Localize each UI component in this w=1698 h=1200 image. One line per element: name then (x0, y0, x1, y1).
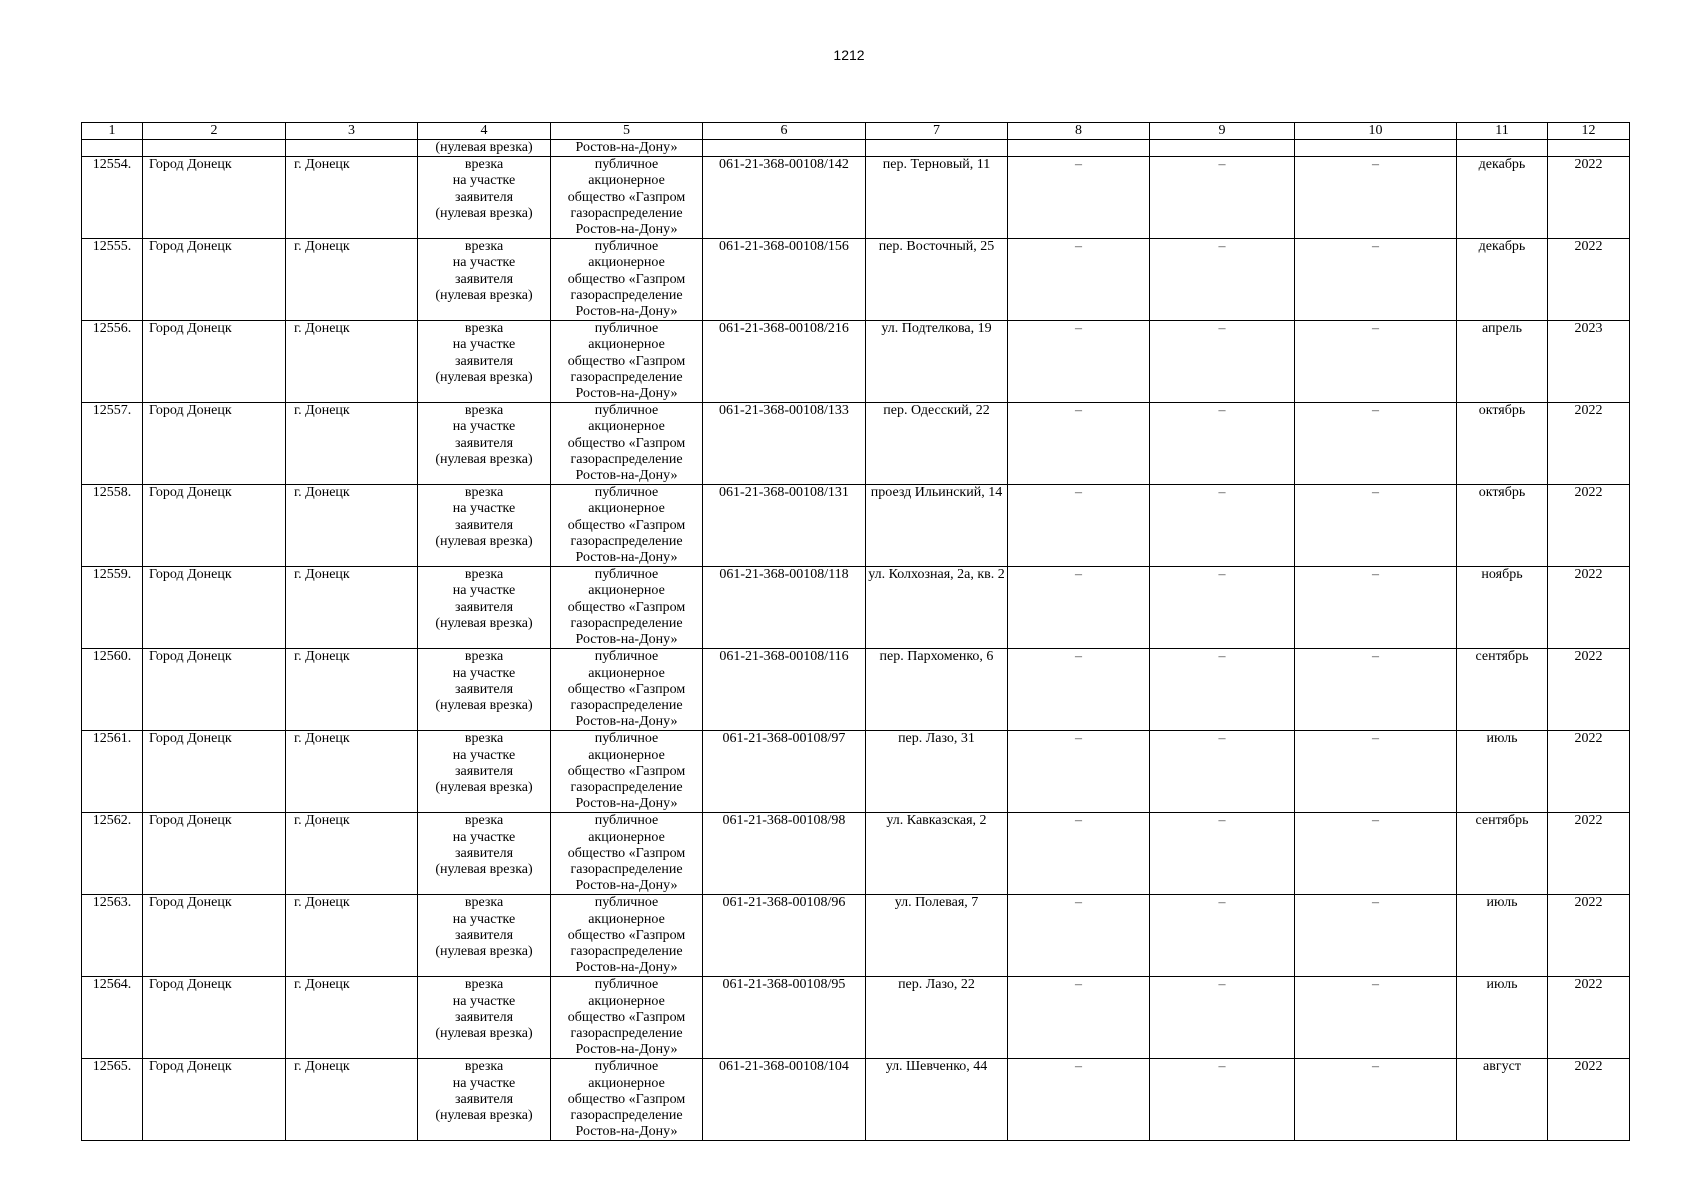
table-row (82, 813, 1630, 895)
col9-dash: – (1150, 567, 1295, 649)
municipality: Город Донецк (143, 977, 286, 1059)
locality: г. Донецк (286, 567, 418, 649)
col8-dash: – (1008, 239, 1150, 321)
organization-line: общество «Газпром (567, 845, 686, 861)
col8-dash: – (1008, 977, 1150, 1059)
address: пер. Пархоменко, 6 (866, 649, 1008, 731)
connection-type-line: на участке (452, 255, 516, 271)
year: 2022 (1548, 239, 1630, 321)
col10-dash: – (1295, 157, 1457, 239)
continuation-organization: Ростов-на-Дону» (551, 140, 703, 157)
connection-type-line: заявителя (454, 189, 514, 205)
table-row (82, 1059, 1630, 1141)
organization-line: Ростов-на-Дону» (575, 1124, 678, 1140)
connection-type (418, 403, 551, 485)
organization-line: Ростов-на-Дону» (575, 796, 678, 812)
row-number: 12564. (82, 977, 143, 1059)
organization-line: публичное (594, 321, 659, 337)
connection-type (418, 239, 551, 321)
locality: г. Донецк (286, 895, 418, 977)
col9-dash: – (1150, 649, 1295, 731)
organization-line: Ростов-на-Дону» (575, 386, 678, 402)
month: сентябрь (1457, 813, 1548, 895)
connection-type (418, 649, 551, 731)
connection-type-line: врезка (464, 157, 504, 173)
organization-line: публичное (594, 649, 659, 665)
organization-line: газораспределение (570, 1025, 683, 1041)
connection-type (418, 157, 551, 239)
col10-dash: – (1295, 1059, 1457, 1141)
connection-type (418, 731, 551, 813)
column-number: 7 (866, 123, 1008, 140)
col10-dash: – (1295, 485, 1457, 567)
locality: г. Донецк (286, 813, 418, 895)
application-code: 061-21-368-00108/97 (703, 731, 866, 813)
col8-dash: – (1008, 731, 1150, 813)
locality: г. Донецк (286, 485, 418, 567)
organization-line: общество «Газпром (567, 681, 686, 697)
organization-line: Ростов-на-Дону» (575, 878, 678, 894)
organization-line: акционерное (588, 337, 665, 353)
application-code: 061-21-368-00108/133 (703, 403, 866, 485)
organization-line: акционерное (588, 993, 665, 1009)
page-number: 1212 (833, 47, 865, 63)
address: ул. Колхозная, 2а, кв. 2 (866, 567, 1008, 649)
column-number: 3 (286, 123, 418, 140)
organization-line: акционерное (588, 665, 665, 681)
col10-dash: – (1295, 403, 1457, 485)
connection-type-line: врезка (464, 485, 504, 501)
organization (551, 649, 703, 731)
organization-line: общество «Газпром (567, 1091, 686, 1107)
col9-dash: – (1150, 403, 1295, 485)
month: июль (1457, 977, 1548, 1059)
connection-type-line: врезка (464, 403, 504, 419)
municipality: Город Донецк (143, 813, 286, 895)
table-row (82, 731, 1630, 813)
locality: г. Донецк (286, 321, 418, 403)
column-number: 5 (551, 123, 703, 140)
connection-type (418, 321, 551, 403)
application-code: 061-21-368-00108/156 (703, 239, 866, 321)
connection-type-line: заявителя (454, 599, 514, 615)
organization-line: газораспределение (570, 533, 683, 549)
organization-line: газораспределение (570, 697, 683, 713)
connection-type-line: заявителя (454, 845, 514, 861)
year: 2022 (1548, 649, 1630, 731)
column-number: 6 (703, 123, 866, 140)
col8-dash: – (1008, 895, 1150, 977)
locality: г. Донецк (286, 403, 418, 485)
organization-line: акционерное (588, 747, 665, 763)
month: сентябрь (1457, 649, 1548, 731)
col9-dash: – (1150, 485, 1295, 567)
organization-line: Ростов-на-Дону» (575, 468, 678, 484)
application-code: 061-21-368-00108/118 (703, 567, 866, 649)
municipality: Город Донецк (143, 157, 286, 239)
year: 2022 (1548, 485, 1630, 567)
column-number: 10 (1295, 123, 1457, 140)
connection-type-line: (нулевая врезка) (435, 369, 533, 385)
row-number: 12563. (82, 895, 143, 977)
col8-dash: – (1008, 567, 1150, 649)
municipality: Город Донецк (143, 403, 286, 485)
organization (551, 239, 703, 321)
organization-line: общество «Газпром (567, 1009, 686, 1025)
organization-line: газораспределение (570, 861, 683, 877)
organization-line: акционерное (588, 173, 665, 189)
col9-dash: – (1150, 157, 1295, 239)
col9-dash: – (1150, 813, 1295, 895)
row-number: 12560. (82, 649, 143, 731)
col8-dash: – (1008, 1059, 1150, 1141)
year: 2022 (1548, 813, 1630, 895)
column-number: 9 (1150, 123, 1295, 140)
table-row (82, 239, 1630, 321)
year: 2022 (1548, 977, 1630, 1059)
col8-dash: – (1008, 485, 1150, 567)
connection-type (418, 1059, 551, 1141)
continuation-connection-type: (нулевая врезка) (418, 140, 551, 157)
column-number: 2 (143, 123, 286, 140)
organization-line: газораспределение (570, 369, 683, 385)
locality: г. Донецк (286, 157, 418, 239)
connection-type-line: (нулевая врезка) (435, 861, 533, 877)
connection-type-line: заявителя (454, 763, 514, 779)
organization-line: публичное (594, 895, 659, 911)
year: 2023 (1548, 321, 1630, 403)
row-number: 12559. (82, 567, 143, 649)
organization-line: общество «Газпром (567, 517, 686, 533)
column-number: 8 (1008, 123, 1150, 140)
connection-type-line: (нулевая врезка) (435, 533, 533, 549)
col9-dash: – (1150, 895, 1295, 977)
column-number: 11 (1457, 123, 1548, 140)
connection-type-line: (нулевая врезка) (435, 1025, 533, 1041)
table-row (82, 649, 1630, 731)
connection-type-line: на участке (452, 911, 516, 927)
application-code: 061-21-368-00108/95 (703, 977, 866, 1059)
connection-type (418, 977, 551, 1059)
col9-dash: – (1150, 321, 1295, 403)
organization (551, 403, 703, 485)
table-row (82, 321, 1630, 403)
organization-line: акционерное (588, 1075, 665, 1091)
locality: г. Донецк (286, 649, 418, 731)
organization (551, 567, 703, 649)
connection-type-line: врезка (464, 1059, 504, 1075)
connection-type-line: на участке (452, 583, 516, 599)
organization (551, 1059, 703, 1141)
connection-type-line: заявителя (454, 435, 514, 451)
application-code: 061-21-368-00108/216 (703, 321, 866, 403)
organization-line: публичное (594, 977, 659, 993)
table-row (82, 403, 1630, 485)
municipality: Город Донецк (143, 649, 286, 731)
month: октябрь (1457, 403, 1548, 485)
municipality: Город Донецк (143, 485, 286, 567)
col10-dash: – (1295, 731, 1457, 813)
connection-type-line: на участке (452, 665, 516, 681)
organization-line: Ростов-на-Дону» (575, 960, 678, 976)
col10-dash: – (1295, 977, 1457, 1059)
application-code: 061-21-368-00108/131 (703, 485, 866, 567)
column-number: 12 (1548, 123, 1630, 140)
year: 2022 (1548, 157, 1630, 239)
connection-type-line: заявителя (454, 1091, 514, 1107)
organization-line: публичное (594, 813, 659, 829)
organization-line: Ростов-на-Дону» (575, 304, 678, 320)
organization-line: публичное (594, 157, 659, 173)
application-code: 061-21-368-00108/142 (703, 157, 866, 239)
address: пер. Лазо, 22 (866, 977, 1008, 1059)
municipality: Город Донецк (143, 321, 286, 403)
locality: г. Донецк (286, 1059, 418, 1141)
table-row (82, 977, 1630, 1059)
row-number: 12561. (82, 731, 143, 813)
year: 2022 (1548, 895, 1630, 977)
month: декабрь (1457, 157, 1548, 239)
application-code: 061-21-368-00108/104 (703, 1059, 866, 1141)
connection-type-line: (нулевая врезка) (435, 287, 533, 303)
col8-dash: – (1008, 403, 1150, 485)
col8-dash: – (1008, 157, 1150, 239)
connection-type-line: заявителя (454, 517, 514, 533)
connection-type-line: врезка (464, 649, 504, 665)
col9-dash: – (1150, 1059, 1295, 1141)
address: ул. Шевченко, 44 (866, 1059, 1008, 1141)
col10-dash: – (1295, 649, 1457, 731)
col8-dash: – (1008, 321, 1150, 403)
connection-type-line: врезка (464, 731, 504, 747)
connection-type-line: (нулевая врезка) (435, 615, 533, 631)
organization-line: публичное (594, 567, 659, 583)
connection-type-line: на участке (452, 337, 516, 353)
address: ул. Кавказская, 2 (866, 813, 1008, 895)
year: 2022 (1548, 731, 1630, 813)
col9-dash: – (1150, 731, 1295, 813)
organization-line: Ростов-на-Дону» (575, 632, 678, 648)
row-number: 12565. (82, 1059, 143, 1141)
organization (551, 731, 703, 813)
connection-type (418, 895, 551, 977)
organization-line: газораспределение (570, 1107, 683, 1123)
municipality: Город Донецк (143, 731, 286, 813)
year: 2022 (1548, 567, 1630, 649)
organization-line: газораспределение (570, 205, 683, 221)
organization-line: газораспределение (570, 451, 683, 467)
organization-line: газораспределение (570, 615, 683, 631)
col10-dash: – (1295, 239, 1457, 321)
organization-line: публичное (594, 1059, 659, 1075)
organization-line: публичное (594, 239, 659, 255)
row-number: 12557. (82, 403, 143, 485)
connection-type-line: на участке (452, 501, 516, 517)
gas-connection-table (81, 122, 1630, 1141)
locality: г. Донецк (286, 239, 418, 321)
connection-type-line: врезка (464, 239, 504, 255)
table-row (82, 895, 1630, 977)
connection-type-line: (нулевая врезка) (435, 697, 533, 713)
organization-line: акционерное (588, 911, 665, 927)
organization-line: общество «Газпром (567, 763, 686, 779)
organization-line: Ростов-на-Дону» (575, 550, 678, 566)
col9-dash: – (1150, 977, 1295, 1059)
connection-type-line: врезка (464, 895, 504, 911)
connection-type-line: врезка (464, 977, 504, 993)
year: 2022 (1548, 1059, 1630, 1141)
organization-line: акционерное (588, 583, 665, 599)
col10-dash: – (1295, 813, 1457, 895)
connection-type-line: на участке (452, 829, 516, 845)
row-number: 12555. (82, 239, 143, 321)
connection-type (418, 567, 551, 649)
organization-line: публичное (594, 403, 659, 419)
row-number: 12554. (82, 157, 143, 239)
connection-type-line: заявителя (454, 927, 514, 943)
connection-type-line: (нулевая врезка) (435, 205, 533, 221)
organization-line: общество «Газпром (567, 599, 686, 615)
locality: г. Донецк (286, 731, 418, 813)
column-number-row (82, 123, 1630, 140)
col10-dash: – (1295, 895, 1457, 977)
organization (551, 485, 703, 567)
month: июль (1457, 895, 1548, 977)
organization-line: Ростов-на-Дону» (575, 714, 678, 730)
connection-type-line: (нулевая врезка) (435, 1107, 533, 1123)
connection-type-line: заявителя (454, 1009, 514, 1025)
month: апрель (1457, 321, 1548, 403)
organization-line: Ростов-на-Дону» (575, 1042, 678, 1058)
connection-type-line: заявителя (454, 353, 514, 369)
connection-type-line: (нулевая врезка) (435, 451, 533, 467)
application-code: 061-21-368-00108/98 (703, 813, 866, 895)
table-row (82, 485, 1630, 567)
address: пер. Терновый, 11 (866, 157, 1008, 239)
month: декабрь (1457, 239, 1548, 321)
connection-type (418, 813, 551, 895)
organization-line: публичное (594, 485, 659, 501)
application-code: 061-21-368-00108/96 (703, 895, 866, 977)
col8-dash: – (1008, 813, 1150, 895)
organization-line: Ростов-на-Дону» (575, 222, 678, 238)
organization-line: общество «Газпром (567, 435, 686, 451)
table-row (82, 157, 1630, 239)
column-number: 1 (82, 123, 143, 140)
municipality: Город Донецк (143, 567, 286, 649)
connection-type-line: врезка (464, 567, 504, 583)
connection-type (418, 485, 551, 567)
col8-dash: – (1008, 649, 1150, 731)
column-number: 4 (418, 123, 551, 140)
organization-line: акционерное (588, 501, 665, 517)
organization-line: акционерное (588, 255, 665, 271)
organization-line: общество «Газпром (567, 271, 686, 287)
row-number: 12556. (82, 321, 143, 403)
table-row (82, 567, 1630, 649)
organization-line: общество «Газпром (567, 189, 686, 205)
connection-type-line: на участке (452, 1075, 516, 1091)
connection-type-line: на участке (452, 747, 516, 763)
organization-line: общество «Газпром (567, 927, 686, 943)
month: август (1457, 1059, 1548, 1141)
month: октябрь (1457, 485, 1548, 567)
locality: г. Донецк (286, 977, 418, 1059)
row-number: 12562. (82, 813, 143, 895)
organization (551, 157, 703, 239)
municipality: Город Донецк (143, 895, 286, 977)
connection-type-line: (нулевая врезка) (435, 779, 533, 795)
address: проезд Ильинский, 14 (866, 485, 1008, 567)
application-code: 061-21-368-00108/116 (703, 649, 866, 731)
municipality: Город Донецк (143, 239, 286, 321)
organization-line: газораспределение (570, 779, 683, 795)
organization-line: газораспределение (570, 287, 683, 303)
organization-line: акционерное (588, 829, 665, 845)
connection-type-line: на участке (452, 173, 516, 189)
connection-type-line: врезка (464, 321, 504, 337)
continuation-row (82, 140, 1630, 157)
row-number: 12558. (82, 485, 143, 567)
connection-type-line: заявителя (454, 681, 514, 697)
connection-type-line: врезка (464, 813, 504, 829)
connection-type-line: (нулевая врезка) (435, 943, 533, 959)
organization-line: публичное (594, 731, 659, 747)
month: ноябрь (1457, 567, 1548, 649)
organization (551, 321, 703, 403)
year: 2022 (1548, 403, 1630, 485)
connection-type-line: на участке (452, 419, 516, 435)
organization-line: газораспределение (570, 943, 683, 959)
organization-line: акционерное (588, 419, 665, 435)
organization-line: общество «Газпром (567, 353, 686, 369)
address: ул. Подтелкова, 19 (866, 321, 1008, 403)
address: ул. Полевая, 7 (866, 895, 1008, 977)
col10-dash: – (1295, 321, 1457, 403)
connection-type-line: на участке (452, 993, 516, 1009)
address: пер. Восточный, 25 (866, 239, 1008, 321)
organization (551, 813, 703, 895)
organization (551, 895, 703, 977)
municipality: Город Донецк (143, 1059, 286, 1141)
col10-dash: – (1295, 567, 1457, 649)
connection-type-line: заявителя (454, 271, 514, 287)
col9-dash: – (1150, 239, 1295, 321)
address: пер. Лазо, 31 (866, 731, 1008, 813)
month: июль (1457, 731, 1548, 813)
organization (551, 977, 703, 1059)
address: пер. Одесский, 22 (866, 403, 1008, 485)
